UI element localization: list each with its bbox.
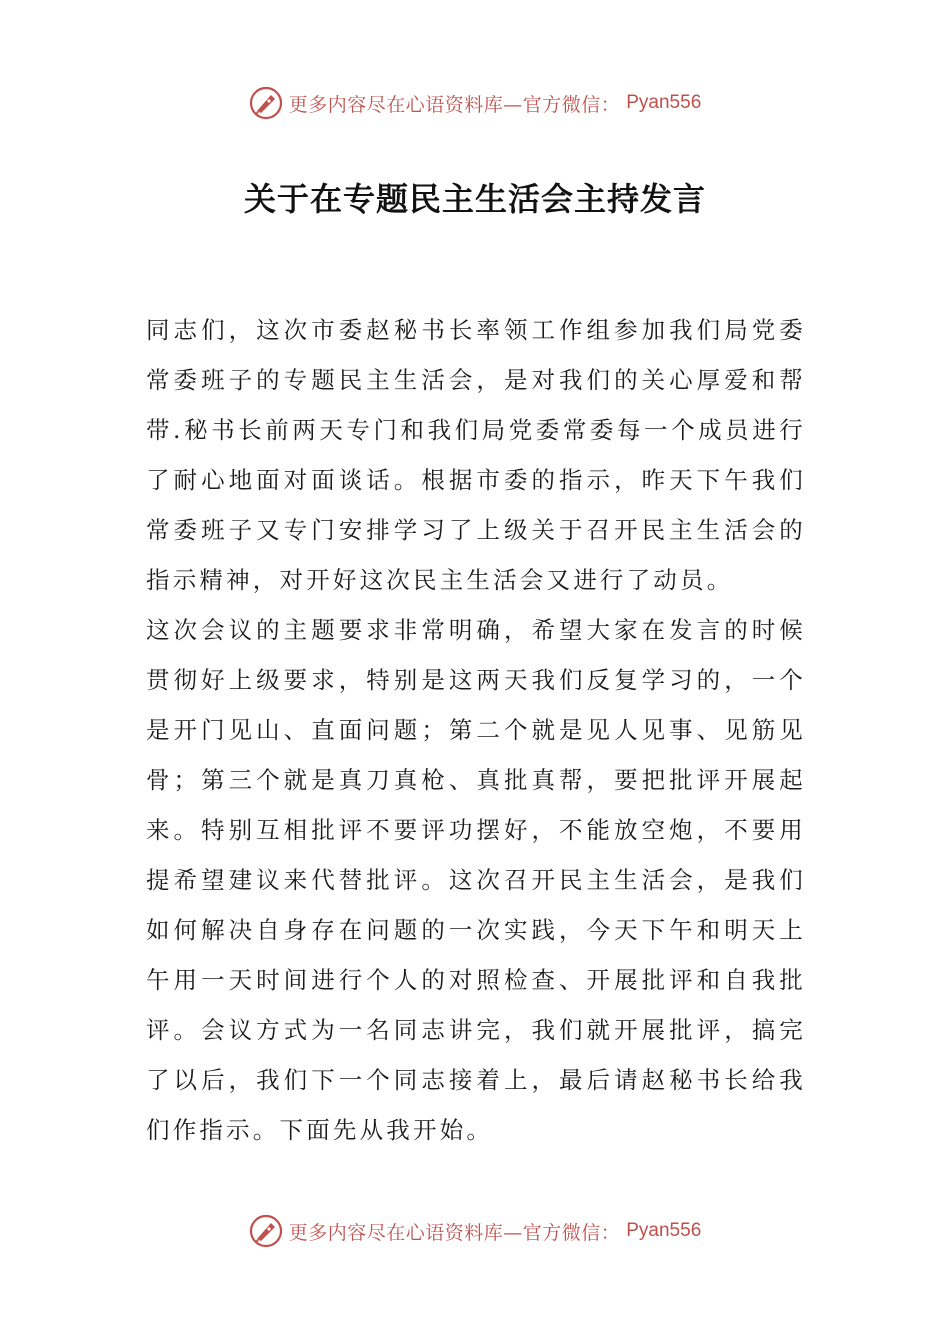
pen-nib-logo-icon: [249, 1214, 283, 1248]
footer-banner: [0, 1211, 950, 1251]
pen-nib-logo-icon: [249, 86, 283, 120]
header-banner: [0, 83, 950, 123]
document-body: [146, 305, 806, 1155]
banner-wechat-id: Pyan556: [626, 92, 702, 113]
document-title: 关于在专题民主生活会主持发言: [243, 180, 706, 218]
paragraph-2: 这次会议的主题要求非常明确，希望大家在发言的时候贯彻好上级要求，特别是这两天我们反复学习的，一个是开门见山、直面问题；第二个就是见人见事、见筋见骨；第三个就是真刀真枪、真批真帮，要把批评开展起来。特别互相批评不要评功摆好，不能放空炮，不要用提希望建议来代替批评。这次召开民主生活会，是我们如何解决自身存在问题的一次实践，今天下午和明天上午用一天时间进行个人的对照检查、开展批评和自我批评。会议方式为一名同志讲完，我们就开展批评，搞完了以后，我们下一个同志接着上，最后请赵秘书长给我们作指示。下面先从我开始。: [146, 616, 806, 1144]
banner-text: 更多内容尽在心语资料库—官方微信：: [288, 1221, 621, 1244]
banner-wechat-id: Pyan556: [626, 1220, 702, 1241]
banner-text: 更多内容尽在心语资料库—官方微信：: [288, 93, 621, 116]
paragraph-1: 同志们，这次市委赵秘书长率领工作组参加我们局党委常委班子的专题民主生活会，是对我们的关心厚爱和帮带.秘书长前两天专门和我们局党委常委每一个成员进行了耐心地面对面谈话。根据市委的指示，昨天下午我们常委班子又专门安排学习了上级关于召开民主生活会的指示精神，对开好这次民主生活会又进行了动员。: [146, 316, 806, 594]
